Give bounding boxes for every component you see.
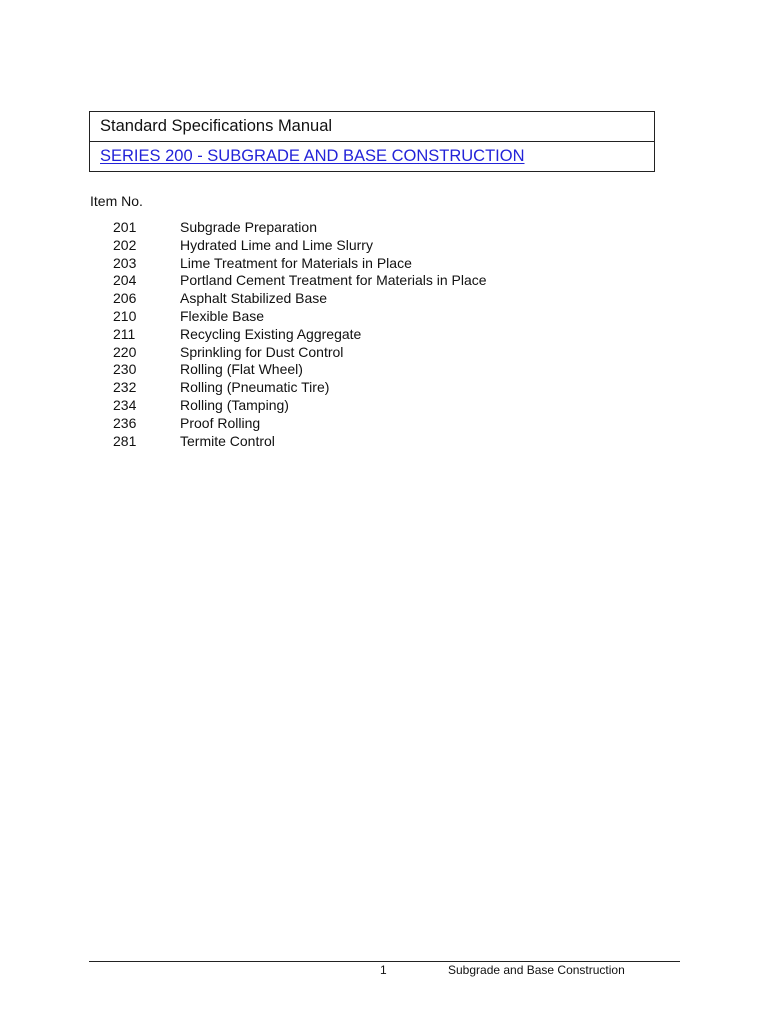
item-number: 204: [113, 272, 137, 289]
item-number: 206: [113, 290, 137, 307]
item-title: Flexible Base: [180, 307, 265, 324]
list-item: [113, 379, 487, 397]
item-number: 236: [113, 414, 137, 431]
series-title-row: [90, 141, 654, 171]
item-number: 220: [113, 343, 137, 360]
manual-title-row: [90, 112, 654, 141]
item-title: Termite Control: [180, 432, 275, 449]
item-title: Rolling (Flat Wheel): [180, 361, 303, 378]
item-title: Subgrade Preparation: [180, 219, 317, 235]
item-title: Rolling (Tamping): [180, 396, 289, 413]
item-number: 232: [113, 379, 137, 396]
item-number: 201: [113, 219, 137, 235]
item-title: Sprinkling for Dust Control: [180, 343, 344, 360]
list-item: [113, 415, 487, 433]
item-number: 202: [113, 236, 137, 253]
item-number: 211: [113, 325, 136, 342]
item-title: Lime Treatment for Materials in Place: [180, 254, 412, 271]
item-number: 203: [113, 254, 137, 271]
list-item: [113, 219, 487, 237]
item-title: Portland Cement Treatment for Materials in Place: [180, 272, 487, 289]
item-number: 281: [113, 432, 137, 449]
list-item: [113, 255, 487, 273]
list-item: [113, 272, 487, 290]
footer-page-number: 1: [380, 963, 387, 977]
item-number: 230: [113, 361, 137, 378]
item-number: 234: [113, 396, 137, 413]
manual-title: Standard Specifications Manual: [100, 117, 333, 135]
item-title: Rolling (Pneumatic Tire): [180, 379, 330, 396]
list-item: [113, 237, 487, 255]
list-item: [113, 433, 487, 451]
item-title: Asphalt Stabilized Base: [180, 290, 328, 307]
list-item: [113, 326, 487, 344]
list-item: [113, 361, 487, 379]
list-item: [113, 308, 487, 326]
footer-section-title: Subgrade and Base Construction: [448, 963, 625, 977]
item-title: Proof Rolling: [180, 414, 261, 431]
list-item: [113, 397, 487, 415]
footer-divider: [89, 961, 680, 962]
item-no-label: Item No.: [90, 193, 143, 209]
series-200-link[interactable]: SERIES 200 - SUBGRADE AND BASE CONSTRUCTION: [100, 147, 525, 165]
list-item: [113, 290, 487, 308]
list-item: [113, 344, 487, 362]
item-list: [113, 219, 487, 450]
item-title: Recycling Existing Aggregate: [180, 325, 362, 342]
item-number: 210: [113, 307, 137, 324]
item-title: Hydrated Lime and Lime Slurry: [180, 236, 373, 253]
header-box: [89, 111, 655, 172]
